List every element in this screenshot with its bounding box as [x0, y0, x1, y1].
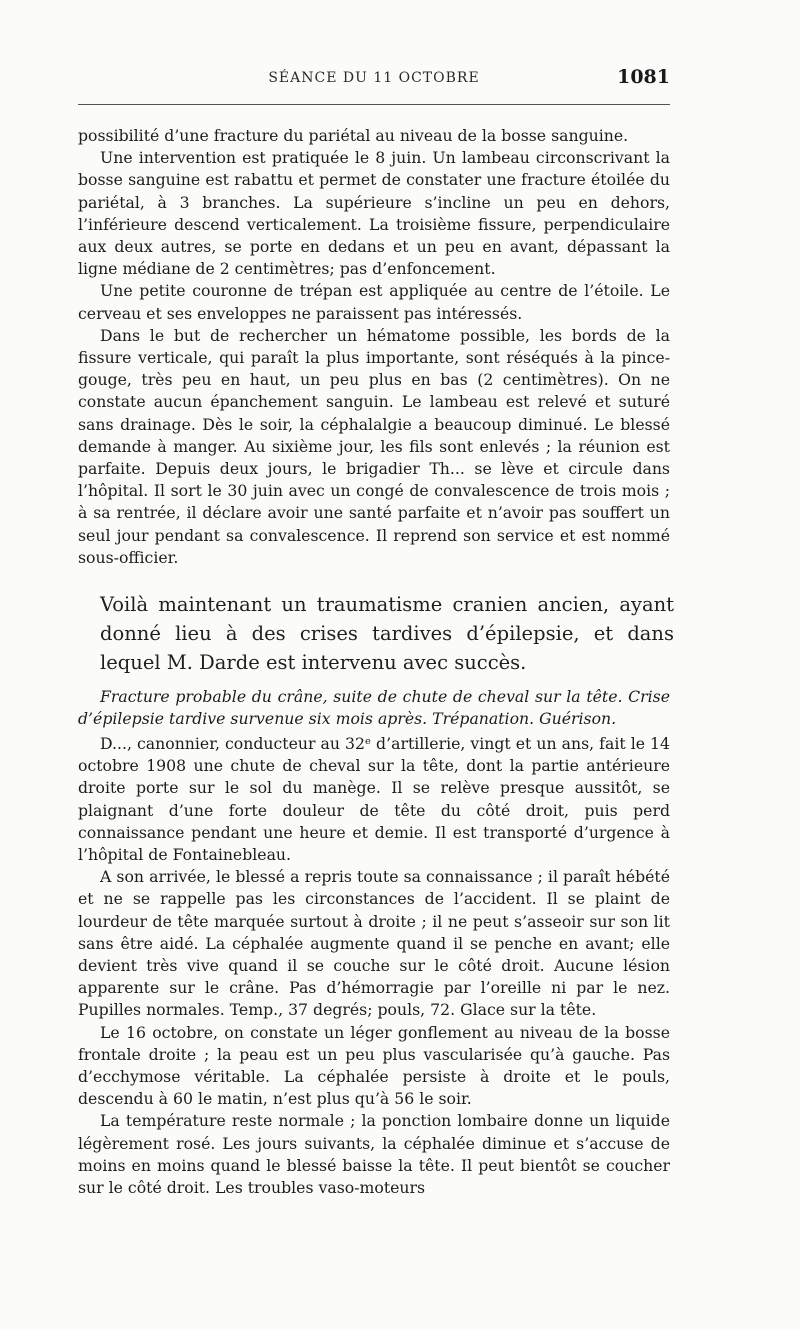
paragraph: Une intervention est pratiquée le 8 juin. Un lambeau circonscrivant la bosse sanguine est rabattu et permet de constater une fracture étoilée du pariétal, à 3 branches. La supérieure s’incline un peu en dehors, l’inférieure descend verticalement. La troisième fissure, perpendiculaire aux deux autres, se porte en dedans et un peu en avant, dépassant la ligne médiane de 2 centimètres; pas d’enfoncement.	[78, 148, 670, 279]
running-title: SÉANCE DU 11 OCTOBRE	[268, 70, 480, 86]
running-head	[78, 66, 670, 96]
paragraph: Le 16 octobre, on constate un léger gonflement au niveau de la bosse frontale droite ; la peau est un peu plus vascularisée qu’à gauche. Pas d’ecchymose véritable. La céphalée persiste à droite et le pouls, descendu à 60 le matin, n’est plus qu’à 56 le soir.	[78, 1022, 670, 1109]
paragraph: possibilité d’une fracture du pariétal au niveau de la bosse sanguine.	[78, 126, 629, 145]
text-block-new-case	[78, 733, 670, 1199]
case-title-text: Fracture probable du crâne, suite de chute de cheval sur la tête. Crise d’épilepsie tardive survenue six mois après. Trépanation. Guérison.	[78, 687, 670, 729]
paragraph: Une petite couronne de trépan est appliquée au centre de l’étoile. Le cerveau et ses enveloppes ne paraissent pas intéressés.	[78, 281, 670, 323]
paragraph: La température reste normale ; la ponction lombaire donne un liquide légèrement rosé. Les jours suivants, la céphalée diminue et s’accuse de moins en moins quand le blessé baisse la tête. Il peut bientôt se coucher sur le côté droit. Les troubles vaso-moteurs	[78, 1111, 670, 1198]
intro-paragraph: Voilà maintenant un traumatisme cranien ancien, ayant donné lieu à des crises tardives d’épilepsie, et dans lequel M. Darde est intervenu avec succès.	[100, 593, 674, 674]
page-number: 1081	[617, 66, 670, 88]
header-rule	[78, 104, 670, 105]
paragraph: Dans le but de rechercher un hématome possible, les bords de la fissure verticale, qui paraît la plus importante, sont réséqués à la pince-gouge, très peu en haut, un peu plus en bas (2 centimètres). On ne constate aucun épanchement sanguin. Le lambeau est relevé et suturé sans drainage. Dès le soir, la céphalalgie a beaucoup diminué. Le blessé demande à manger. Au sixième jour, les fils sont enlevés ; la réunion est parfaite. Depuis deux jours, le brigadier Th... se lève et circule dans l’hôpital. Il sort le 30 juin avec un congé de convalescence de trois mois ; à sa rentrée, il déclare avoir une santé parfaite et n’avoir pas souffert un seul jour pendant sa convalescence. Il reprend son service et est nommé sous-officier.	[78, 325, 670, 567]
paragraph: D..., canonnier, conducteur au 32ᵉ d’artillerie, vingt et un ans, fait le 14 octobre 1908 une chute de cheval sur la tête, dont la partie antérieure droite porte sur le sol du manège. Il se relève presque aussitôt, se plaignant d’une forte douleur de tête du côté droit, puis perd connaissance pendant une heure et demie. Il est transporté d’urgence à l’hôpital de Fontainebleau.	[78, 734, 670, 865]
text-block-continued-case	[78, 125, 670, 569]
case-title	[78, 686, 670, 730]
paragraph: A son arrivée, le blessé a repris toute sa connaissance ; il paraît hébété et ne se rappelle pas les circonstances de l’accident. Il se plaint de lourdeur de tête marquée surtout à droite ; il ne peut s’asseoir sur son lit sans être aidé. La céphalée augmente quand il se penche en avant; elle devient très vive quand il se couche sur le côté droit. Aucune lésion apparente sur le crâne. Pas d’hémorragie par l’oreille ni par le nez. Pupilles normales. Temp., 37 degrés; pouls, 72. Glace sur la tête.	[78, 867, 670, 1020]
